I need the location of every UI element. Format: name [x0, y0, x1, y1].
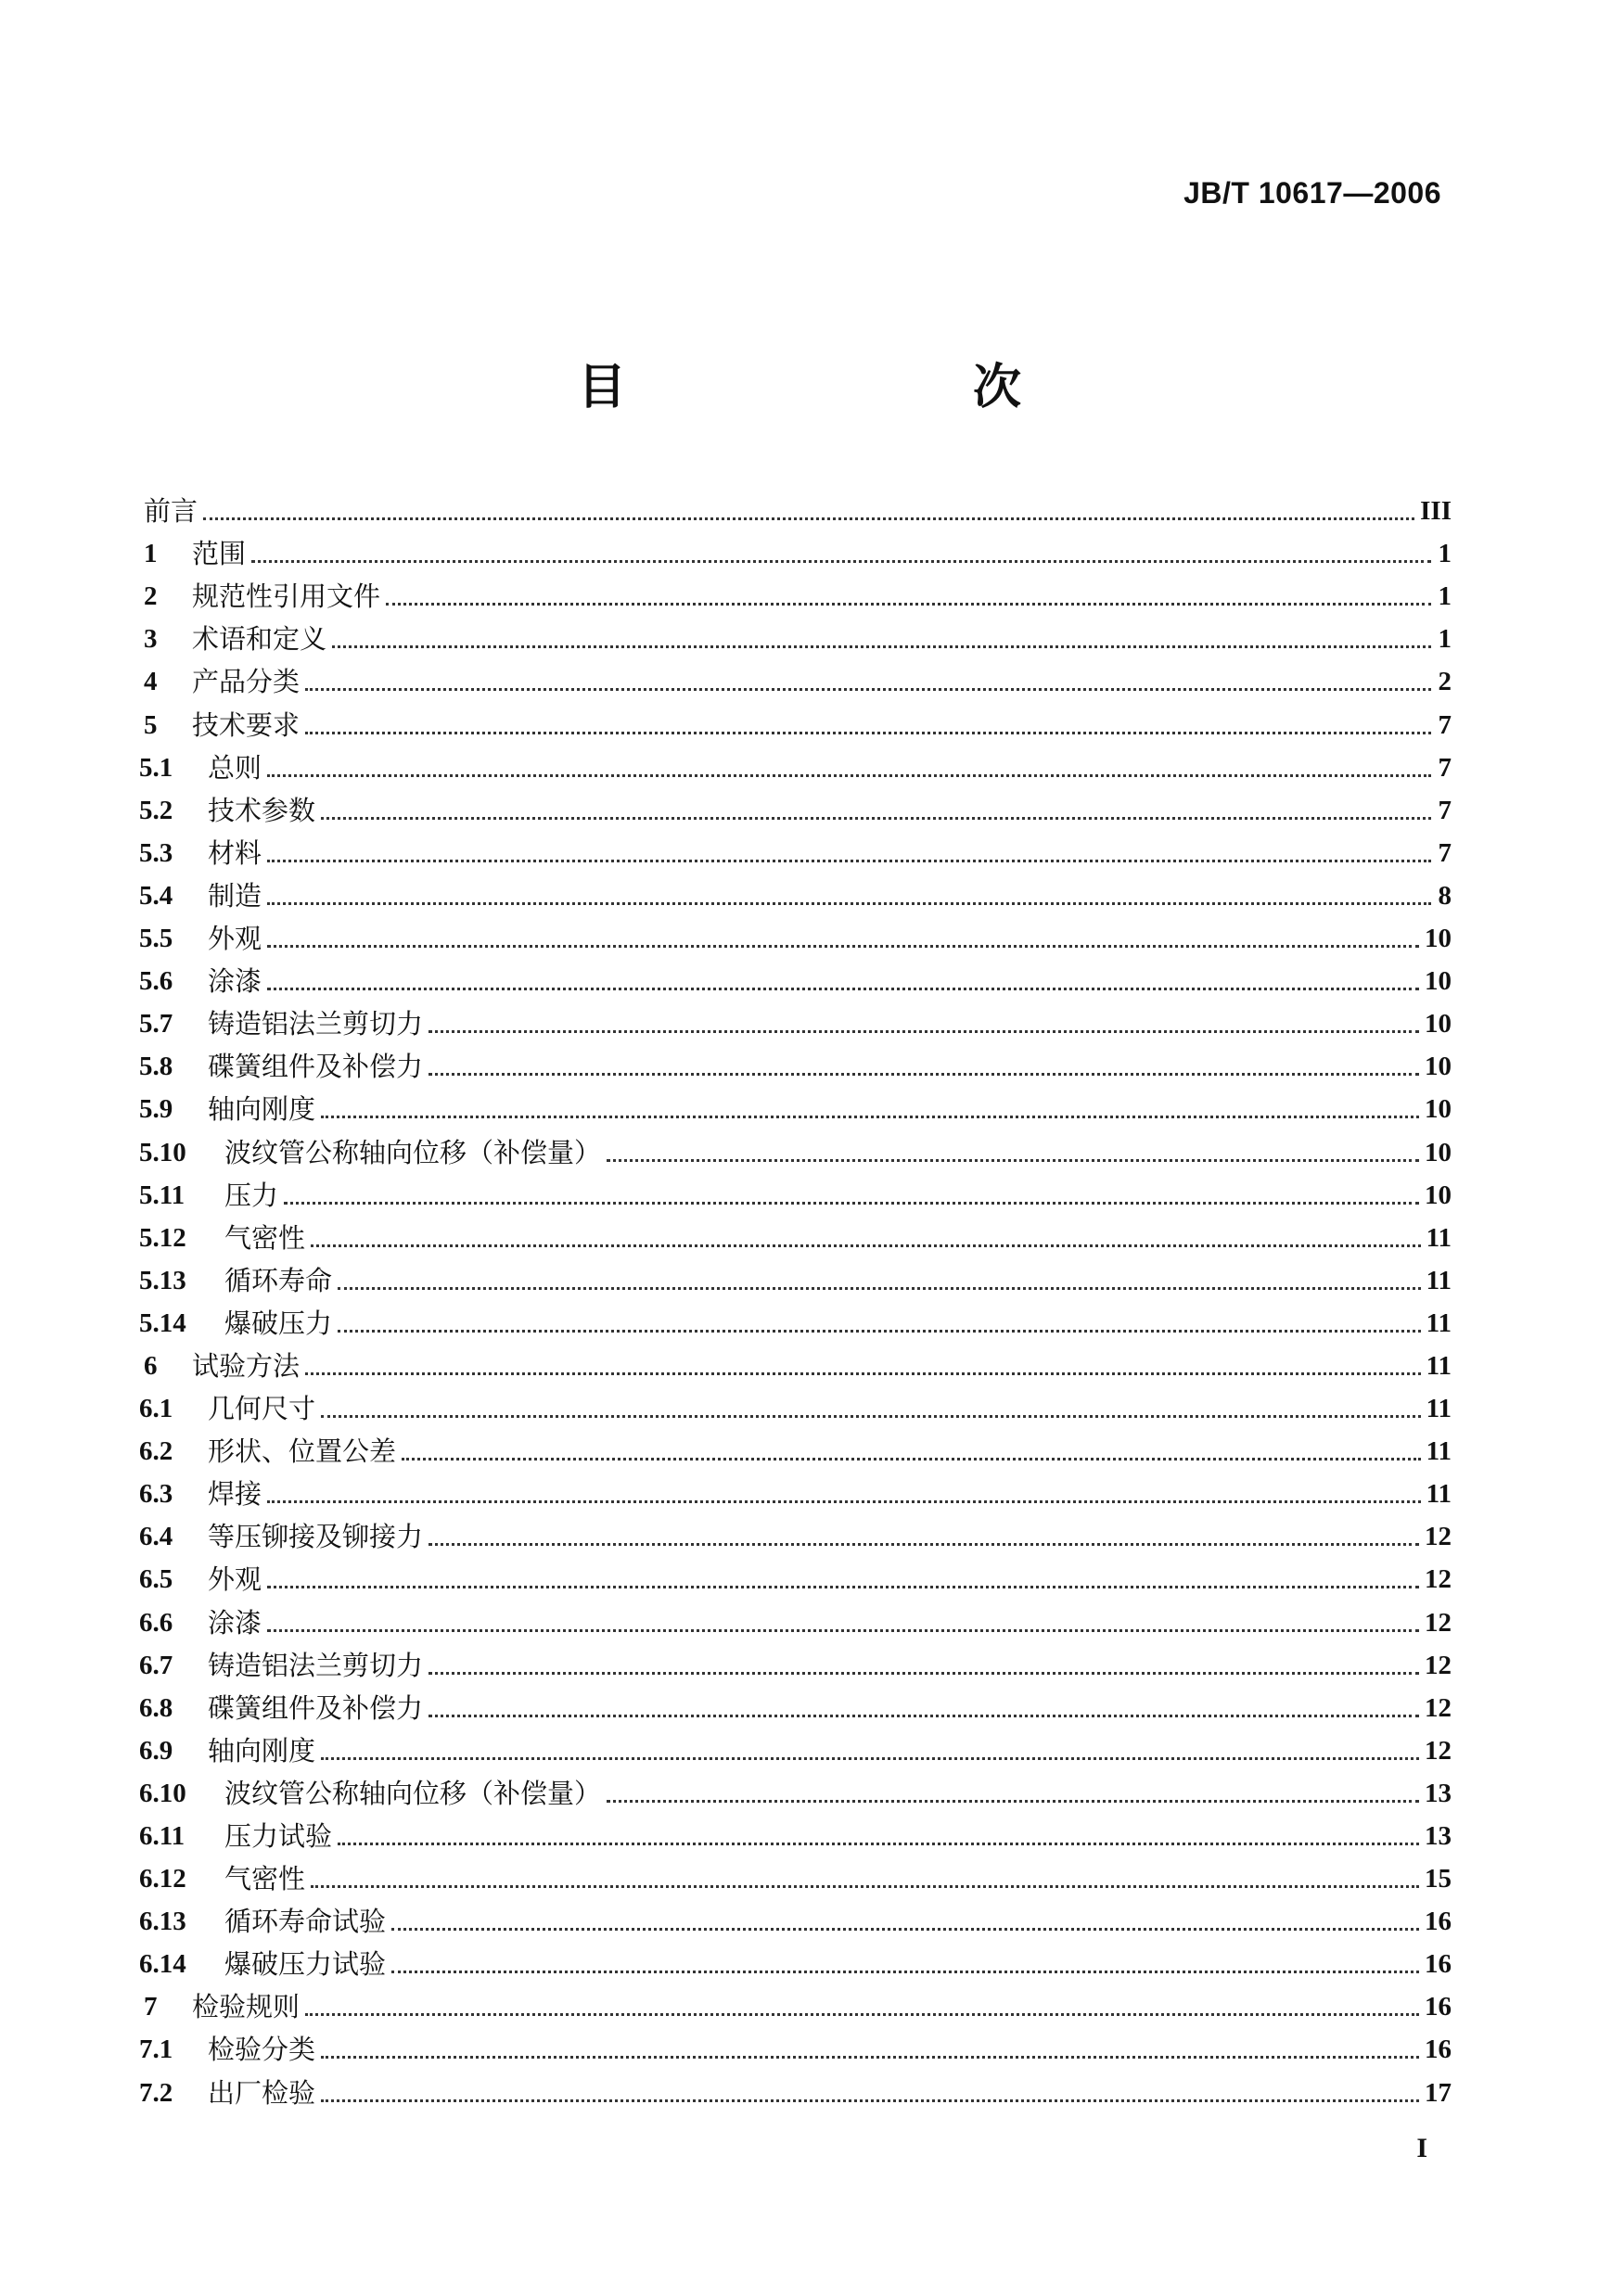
- toc-dot-leader: [429, 1073, 1419, 1076]
- page-title: 目 次: [577, 360, 1105, 415]
- toc-entry[interactable]: [139, 739, 1452, 782]
- toc-entry-page: 11: [1426, 1479, 1452, 1510]
- toc-entry-page: 2: [1438, 667, 1452, 697]
- toc-entry-title: 轴向刚度: [208, 1093, 316, 1126]
- toc-entry-title: 涂漆: [208, 965, 262, 998]
- toc-entry-page: 10: [1425, 1137, 1452, 1167]
- toc-dot-leader: [321, 2099, 1419, 2102]
- toc-dot-leader: [338, 1330, 1421, 1333]
- toc-entry-number: 2: [144, 581, 158, 612]
- toc-entry-number: 7.2: [139, 2077, 173, 2108]
- toc-entry-number: 5: [144, 709, 158, 740]
- toc-dot-leader: [338, 1287, 1421, 1290]
- toc-dot-leader: [267, 988, 1419, 990]
- table-of-contents: [139, 482, 1452, 2107]
- toc-entry-title: 产品分类: [192, 666, 301, 698]
- toc-entry-page: 11: [1426, 1394, 1452, 1424]
- toc-entry[interactable]: [139, 1722, 1452, 1765]
- toc-entry-number: 5.14: [139, 1307, 186, 1338]
- toc-entry-title: 轴向刚度: [208, 1734, 316, 1767]
- toc-entry-number: 5.3: [139, 837, 173, 868]
- toc-dot-leader: [391, 1971, 1419, 1973]
- toc-entry-title: 爆破压力: [224, 1307, 333, 1339]
- toc-entry-page: 1: [1438, 624, 1452, 655]
- toc-entry-title: 出厂检验: [208, 2076, 316, 2109]
- toc-entry-page: 11: [1426, 1436, 1452, 1467]
- toc-entry[interactable]: [139, 1508, 1452, 1553]
- toc-entry-number: 5.2: [139, 795, 173, 825]
- toc-entry-title: 材料: [208, 836, 262, 869]
- toc-entry-title: 前言: [144, 495, 198, 528]
- toc-entry-title: 几何尺寸: [208, 1393, 316, 1425]
- toc-entry[interactable]: [139, 952, 1452, 998]
- toc-entry-page: 10: [1425, 1180, 1452, 1210]
- toc-entry-title: 制造: [208, 879, 262, 912]
- toc-entry-title: 循环寿命: [224, 1264, 333, 1296]
- toc-entry-title: 等压铆接及铆接力: [208, 1521, 424, 1553]
- toc-entry-page: III: [1420, 496, 1452, 527]
- toc-dot-leader: [321, 1415, 1421, 1418]
- toc-entry-number: 6.7: [139, 1650, 173, 1680]
- toc-entry-page: 12: [1425, 1564, 1452, 1595]
- toc-entry-page: 1: [1438, 581, 1452, 612]
- page-number: I: [1416, 2133, 1427, 2163]
- toc-entry-page: 8: [1438, 880, 1452, 911]
- toc-dot-leader: [311, 1885, 1419, 1888]
- toc-dot-leader: [305, 688, 1431, 691]
- toc-entry-number: 5.4: [139, 880, 173, 911]
- toc-entry[interactable]: [139, 824, 1452, 867]
- toc-entry-title: 术语和定义: [192, 623, 327, 656]
- toc-entry-page: 7: [1438, 752, 1452, 783]
- toc-entry-page: 11: [1426, 1350, 1452, 1381]
- toc-dot-leader: [429, 1672, 1419, 1675]
- toc-entry[interactable]: [139, 1422, 1452, 1468]
- toc-entry-number: 6.8: [139, 1692, 173, 1723]
- toc-dot-leader: [607, 1800, 1419, 1803]
- toc-entry[interactable]: [139, 995, 1452, 1038]
- toc-dot-leader: [321, 817, 1431, 820]
- toc-entry[interactable]: [139, 1807, 1452, 1850]
- toc-entry-title: 气密性: [224, 1863, 306, 1895]
- toc-entry-title: 外观: [208, 923, 262, 955]
- standard-number: JB/T 10617—2006: [1183, 176, 1441, 210]
- toc-entry[interactable]: [139, 1593, 1452, 1639]
- toc-entry-page: 16: [1425, 1992, 1452, 2022]
- toc-entry-page: 11: [1426, 1307, 1452, 1338]
- toc-entry-title: 形状、位置公差: [208, 1435, 397, 1468]
- toc-entry[interactable]: [139, 482, 1452, 528]
- toc-entry-title: 技术参数: [208, 794, 316, 826]
- toc-entry[interactable]: [139, 695, 1452, 741]
- toc-entry[interactable]: [139, 867, 1452, 910]
- toc-entry[interactable]: [139, 782, 1452, 824]
- toc-entry-title: 范围: [192, 538, 247, 570]
- toc-entry-page: 15: [1425, 1864, 1452, 1894]
- toc-entry[interactable]: [139, 2021, 1452, 2066]
- toc-entry-number: 5.8: [139, 1052, 173, 1082]
- toc-entry-page: 10: [1425, 1094, 1452, 1125]
- toc-entry-page: 10: [1425, 1009, 1452, 1040]
- toc-dot-leader: [267, 860, 1431, 862]
- toc-entry[interactable]: [139, 1337, 1452, 1380]
- toc-entry-number: 4: [144, 667, 158, 697]
- toc-entry[interactable]: [139, 1850, 1452, 1893]
- toc-entry[interactable]: [139, 910, 1452, 955]
- toc-entry-page: 16: [1425, 1949, 1452, 1980]
- toc-entry[interactable]: [139, 568, 1452, 613]
- toc-dot-leader: [267, 1500, 1421, 1503]
- toc-entry-number: 6.12: [139, 1864, 186, 1894]
- toc-entry-title: 波纹管公称轴向位移（补偿量）: [224, 1136, 602, 1168]
- toc-entry-title: 技术要求: [192, 708, 301, 741]
- toc-entry-title: 波纹管公称轴向位移（补偿量）: [224, 1777, 602, 1809]
- toc-entry-number: 7: [144, 1992, 158, 2022]
- toc-entry-page: 10: [1425, 966, 1452, 997]
- toc-entry[interactable]: [139, 1209, 1452, 1252]
- toc-entry[interactable]: [139, 1123, 1452, 1166]
- toc-entry-page: 16: [1425, 1907, 1452, 1937]
- toc-dot-leader: [267, 945, 1419, 948]
- toc-entry-number: 5.12: [139, 1222, 186, 1253]
- toc-entry-page: 16: [1425, 2035, 1452, 2065]
- toc-entry-title: 压力: [224, 1179, 279, 1211]
- toc-entry-page: 10: [1425, 924, 1452, 954]
- toc-entry-number: 1: [144, 539, 158, 569]
- toc-entry-title: 碟簧组件及补偿力: [208, 1691, 424, 1724]
- toc-entry[interactable]: [139, 1978, 1452, 2021]
- toc-entry[interactable]: [139, 1380, 1452, 1425]
- toc-entry-page: 11: [1426, 1222, 1452, 1253]
- toc-entry-title: 总则: [208, 751, 262, 784]
- toc-entry-number: 5.5: [139, 924, 173, 954]
- toc-entry-page: 13: [1425, 1778, 1452, 1808]
- toc-entry-title: 铸造铝法兰剪切力: [208, 1008, 424, 1040]
- toc-entry-title: 碟簧组件及补偿力: [208, 1051, 424, 1083]
- toc-entry-title: 爆破压力试验: [224, 1948, 387, 1981]
- toc-entry-number: 5.6: [139, 966, 173, 997]
- toc-dot-leader: [267, 774, 1431, 777]
- toc-entry[interactable]: [139, 1295, 1452, 1337]
- toc-dot-leader: [284, 1202, 1419, 1205]
- toc-entry-page: 12: [1425, 1607, 1452, 1638]
- toc-entry-page: 1: [1438, 539, 1452, 569]
- toc-entry-number: 5.9: [139, 1094, 173, 1125]
- toc-entry-number: 6.3: [139, 1479, 173, 1510]
- toc-entry[interactable]: [139, 1167, 1452, 1209]
- toc-entry[interactable]: [139, 1935, 1452, 1981]
- toc-entry[interactable]: [139, 1637, 1452, 1679]
- toc-entry-page: 7: [1438, 795, 1452, 825]
- toc-dot-leader: [267, 902, 1431, 905]
- toc-entry-number: 6.13: [139, 1907, 186, 1937]
- toc-entry-number: 5.7: [139, 1009, 173, 1040]
- toc-dot-leader: [338, 1843, 1419, 1845]
- toc-entry-number: 6.1: [139, 1394, 173, 1424]
- toc-entry-page: 12: [1425, 1522, 1452, 1552]
- toc-entry[interactable]: [139, 610, 1452, 656]
- toc-dot-leader: [321, 1757, 1419, 1760]
- toc-dot-leader: [391, 1928, 1419, 1931]
- toc-entry-number: 6.4: [139, 1522, 173, 1552]
- toc-entry-page: 12: [1425, 1735, 1452, 1766]
- toc-dot-leader: [251, 560, 1431, 563]
- toc-entry-page: 7: [1438, 837, 1452, 868]
- toc-entry-number: 6: [144, 1350, 158, 1381]
- toc-entry-page: 12: [1425, 1650, 1452, 1680]
- toc-entry-number: 5.13: [139, 1265, 186, 1295]
- toc-dot-leader: [267, 1586, 1419, 1588]
- toc-entry-title: 检验规则: [192, 1991, 301, 2023]
- toc-dot-leader: [321, 1116, 1419, 1118]
- toc-dot-leader: [267, 1629, 1419, 1632]
- toc-entry-number: 6.11: [139, 1821, 185, 1851]
- toc-dot-leader: [332, 645, 1431, 648]
- toc-dot-leader: [402, 1458, 1421, 1461]
- toc-entry[interactable]: [139, 1465, 1452, 1511]
- toc-dot-leader: [386, 603, 1431, 606]
- toc-dot-leader: [429, 1715, 1419, 1717]
- toc-entry-number: 5.1: [139, 752, 173, 783]
- toc-entry-number: 6.10: [139, 1778, 186, 1808]
- toc-dot-leader: [321, 2056, 1419, 2059]
- toc-entry[interactable]: [139, 1893, 1452, 1938]
- toc-entry-page: 11: [1426, 1265, 1452, 1295]
- toc-entry-page: 10: [1425, 1052, 1452, 1082]
- toc-entry-page: 17: [1425, 2077, 1452, 2108]
- toc-entry-title: 气密性: [224, 1221, 306, 1254]
- toc-entry-title: 检验分类: [208, 2034, 316, 2066]
- toc-entry-number: 6.6: [139, 1607, 173, 1638]
- toc-entry[interactable]: [139, 1252, 1452, 1295]
- toc-entry[interactable]: [139, 1038, 1452, 1083]
- toc-entry-number: 6.5: [139, 1564, 173, 1595]
- toc-entry-title: 涂漆: [208, 1606, 262, 1639]
- toc-entry-number: 6.9: [139, 1735, 173, 1766]
- toc-entry[interactable]: [139, 2063, 1452, 2109]
- toc-entry-title: 试验方法: [192, 1349, 301, 1382]
- toc-entry-title: 外观: [208, 1563, 262, 1596]
- toc-entry-page: 12: [1425, 1692, 1452, 1723]
- toc-dot-leader: [305, 732, 1431, 734]
- toc-dot-leader: [305, 1372, 1421, 1375]
- toc-entry-title: 循环寿命试验: [224, 1906, 387, 1938]
- toc-dot-leader: [311, 1244, 1421, 1247]
- toc-entry-number: 5.11: [139, 1180, 185, 1210]
- toc-entry[interactable]: [139, 653, 1452, 698]
- toc-entry-number: 7.1: [139, 2035, 173, 2065]
- toc-entry[interactable]: [139, 525, 1452, 568]
- toc-entry-number: 5.10: [139, 1137, 186, 1167]
- toc-entry-number: 3: [144, 624, 158, 655]
- toc-entry[interactable]: [139, 1080, 1452, 1126]
- toc-entry-number: 6.2: [139, 1436, 173, 1467]
- toc-entry-title: 规范性引用文件: [192, 580, 381, 613]
- toc-entry[interactable]: [139, 1550, 1452, 1596]
- toc-dot-leader: [203, 517, 1414, 520]
- toc-dot-leader: [429, 1543, 1419, 1546]
- toc-entry-number: 6.14: [139, 1949, 186, 1980]
- toc-dot-leader: [429, 1030, 1419, 1033]
- toc-entry-page: 13: [1425, 1821, 1452, 1851]
- toc-dot-leader: [607, 1159, 1419, 1162]
- toc-entry[interactable]: [139, 1679, 1452, 1722]
- toc-entry-title: 压力试验: [224, 1820, 333, 1852]
- toc-entry[interactable]: [139, 1765, 1452, 1807]
- toc-entry-title: 焊接: [208, 1478, 262, 1511]
- toc-entry-title: 铸造铝法兰剪切力: [208, 1649, 424, 1681]
- toc-entry-page: 7: [1438, 709, 1452, 740]
- toc-dot-leader: [305, 2013, 1419, 2016]
